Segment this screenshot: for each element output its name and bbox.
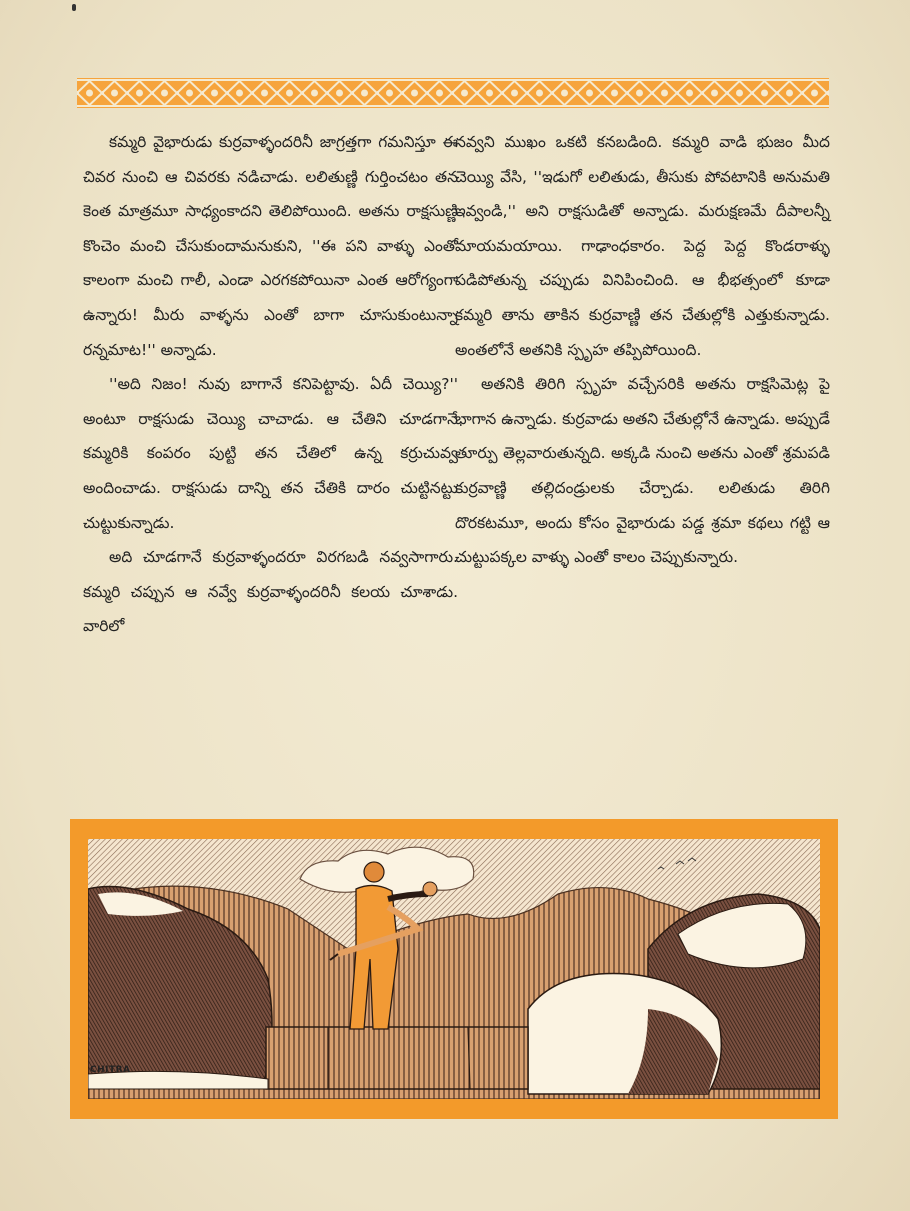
paragraph: అతనికి తిరిగి స్పృహ వచ్చేసరికి అతను రాక్షసిమెట్ల పై భాగాన ఉన్నాడు. కుర్రవాడు అతని చేతుల్లోనే ఉన్నాడు. అప్పుడే తూర్పు తెల్లవారుతున్నది. అక్కడి నుంచి అతను ఎంతో శ్రమపడి కుర్రవాణ్ణి తల్లిదండ్రులకు చేర్చాడు. లలితుడు తిరిగి దొరకటమూ, అందు కోసం వైభారుడు పడ్డ శ్రమా కథలు గట్టి ఆ చుట్టుపక్కల వాళ్ళు ఎంతో కాలం చెప్పుకున్నారు. <box>455 375 830 567</box>
paragraph: ''అది నిజం! నువు బాగానే కనిపెట్టావు. ఏదీ చెయ్యి?'' అంటూ రాక్షసుడు చెయ్యి చాచాడు. ఆ చేతిని చూడగానే కమ్మరికి కంపరం పుట్టి తన చేతిలో ఉన్న కర్రుచువ్వ అందించాడు. రాక్షసుడు దాన్ని తన చేతికి దారం చుట్టినట్టు చుట్టుకున్నాడు. <box>83 375 458 532</box>
paragraph: కమ్మరి వైభారుడు కుర్రవాళ్ళందరినీ జాగ్రత్తగా గమనిస్తూ ఈ చివర నుంచి ఆ చివరకు నడిచాడు. లలితుణ్ణి గుర్తించటం తన కెంత మాత్రమూ సాధ్యంకాదని తెలిపోయింది. అతను రాక్షసుణ్ణి కొంచెం మంచి చేసుకుందామనుకుని, ''ఈ పని వాళ్ళు ఎంతో కాలంగా మంచి గాలీ, ఎండా ఎరగకపోయినా ఎంత ఆరోగ్యంగా ఉన్నారు! మీరు వాళ్ళను ఎంతో బాగా చూసుకుంటున్నా రన్నమాట!'' అన్నాడు. <box>83 133 458 359</box>
decorative-border <box>77 78 829 108</box>
paragraph: నవ్వని ముఖం ఒకటి కనబడింది. కమ్మరి వాడి భుజం మీద చెయ్యి వేసి, ''ఇడుగో లలితుడు, తీసుకు పోవటానికి అనుమతి ఇవ్వండి,'' అని రాక్షసుడితో అన్నాడు. మరుక్షణమే దీపాలన్నీ మాయమయాయి. గాఢాంధకారం. పెద్ద పెద్ద కొండరాళ్ళు పడిపోతున్న చప్పుడు వినిపించింది. ఆ భీభత్సంలో కూడా కమ్మరి తాను తాకిన కుర్రవాణ్ణి తన చేతుల్లోకి ఎత్తుకున్నాడు. అంతలోనే అతనికి స్పృహ తప్పిపోయింది. <box>455 133 830 359</box>
illustration-frame <box>70 819 838 1119</box>
paragraph: అది చూడగానే కుర్రవాళ్ళందరూ విరగబడి నవ్వసాగారు. కమ్మరి చప్పున ఆ నవ్వే కుర్రవాళ్ళందరినీ కలయ చూశాడు. వారిలో <box>83 548 458 636</box>
right-column <box>455 125 830 575</box>
left-column <box>83 125 458 644</box>
artist-signature: CHITRA <box>90 1065 131 1075</box>
ink-speck <box>72 4 76 11</box>
illustration <box>88 839 820 1099</box>
